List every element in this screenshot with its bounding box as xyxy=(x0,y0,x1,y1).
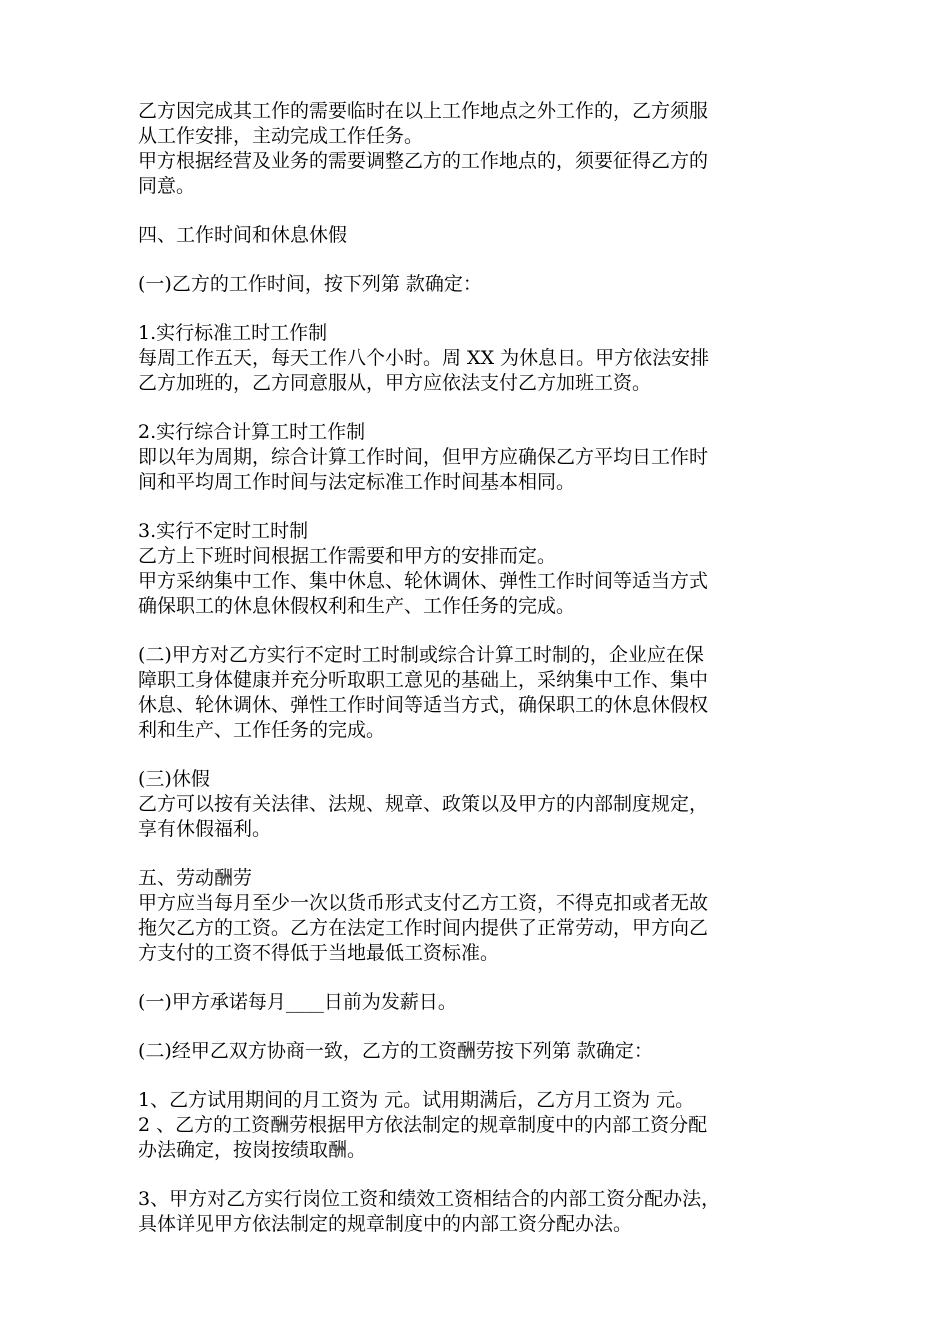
paragraph xyxy=(138,767,828,842)
text-line: 方支付的工资不得低于当地最低工资标准。 xyxy=(138,942,500,964)
text-line: 从工作安排，主动完成工作任务。 xyxy=(138,125,424,147)
paragraph xyxy=(138,1088,828,1163)
text-line: 四、工作时间和休息休假 xyxy=(138,224,348,246)
text-line: (一)乙方的工作时间，按下列第 款确定： xyxy=(138,273,482,295)
paragraph xyxy=(138,643,828,743)
paragraph xyxy=(138,1039,828,1064)
paragraph xyxy=(138,519,828,619)
document-page xyxy=(138,99,828,1261)
text-line: 1.实行标准工时工作制 xyxy=(138,322,328,344)
text-line: 3.实行不定时工时制 xyxy=(138,520,309,542)
text-line: 甲方采纳集中工作、集中休息、轮休调休、弹性工作时间等适当方式 xyxy=(138,570,709,592)
text-line: 甲方应当每月至少一次以货币形式支付乙方工资，不得克扣或者无故 xyxy=(138,892,709,914)
paragraph xyxy=(138,990,828,1015)
text-line: (二)经甲乙双方协商一致，乙方的工资酬劳按下列第 款确定： xyxy=(138,1040,653,1062)
text-line: 拖欠乙方的工资。乙方在法定工作时间内提供了正常劳动，甲方向乙 xyxy=(138,917,709,939)
paragraph xyxy=(138,1187,828,1237)
text-line: (一)甲方承诺每月____日前为发薪日。 xyxy=(138,991,457,1013)
text-line: 2.实行综合计算工时工作制 xyxy=(138,421,366,443)
text-line: 即以年为周期，综合计算工作时间，但甲方应确保乙方平均日工作时 xyxy=(138,446,709,468)
paragraph xyxy=(138,420,828,495)
paragraph xyxy=(138,866,828,966)
text-line: 办法确定，按岗按绩取酬。 xyxy=(138,1139,367,1161)
text-line: 利和生产、工作任务的完成。 xyxy=(138,719,386,741)
text-line: 确保职工的休息休假权利和生产、工作任务的完成。 xyxy=(138,595,576,617)
text-line: 3、甲方对乙方实行岗位工资和绩效工资相结合的内部工资分配办法， xyxy=(138,1188,721,1210)
text-line: 五、劳动酬劳 xyxy=(138,867,253,889)
text-line: 具体详见甲方依法制定的规章制度中的内部工资分配办法。 xyxy=(138,1213,633,1235)
text-line: 2 、乙方的工资酬劳根据甲方依法制定的规章制度中的内部工资分配 xyxy=(138,1114,708,1136)
text-line: 障职工身体健康并充分听取职工意见的基础上，采纳集中工作、集中 xyxy=(138,669,709,691)
text-line: 间和平均周工作时间与法定标准工作时间基本相同。 xyxy=(138,471,576,493)
text-line: 甲方根据经营及业务的需要调整乙方的工作地点的，须要征得乙方的 xyxy=(138,150,709,172)
paragraph xyxy=(138,321,828,396)
paragraph xyxy=(138,272,828,297)
text-line: 乙方可以按有关法律、法规、规章、政策以及甲方的内部制度规定， xyxy=(138,793,709,815)
text-line: 乙方加班的，乙方同意服从，甲方应依法支付乙方加班工资。 xyxy=(138,372,652,394)
text-line: 享有休假福利。 xyxy=(138,818,272,840)
text-line: 同意。 xyxy=(138,175,196,197)
text-line: 休息、轮休调休、弹性工作时间等适当方式，确保职工的休息休假权 xyxy=(138,694,709,716)
text-line: 每周工作五天，每天工作八个小时。周 XX 为休息日。甲方依法安排 xyxy=(138,347,710,369)
text-line: (三)休假 xyxy=(138,768,210,790)
paragraph xyxy=(138,223,828,248)
text-line: (二)甲方对乙方实行不定时工时制或综合计算工时制的，企业应在保 xyxy=(138,644,704,666)
text-line: 1、乙方试用期间的月工资为 元。试用期满后，乙方月工资为 元。 xyxy=(138,1089,695,1111)
text-line: 乙方上下班时间根据工作需要和甲方的安排而定。 xyxy=(138,545,557,567)
paragraph xyxy=(138,99,828,199)
text-line: 乙方因完成其工作的需要临时在以上工作地点之外工作的，乙方须服 xyxy=(138,100,709,122)
